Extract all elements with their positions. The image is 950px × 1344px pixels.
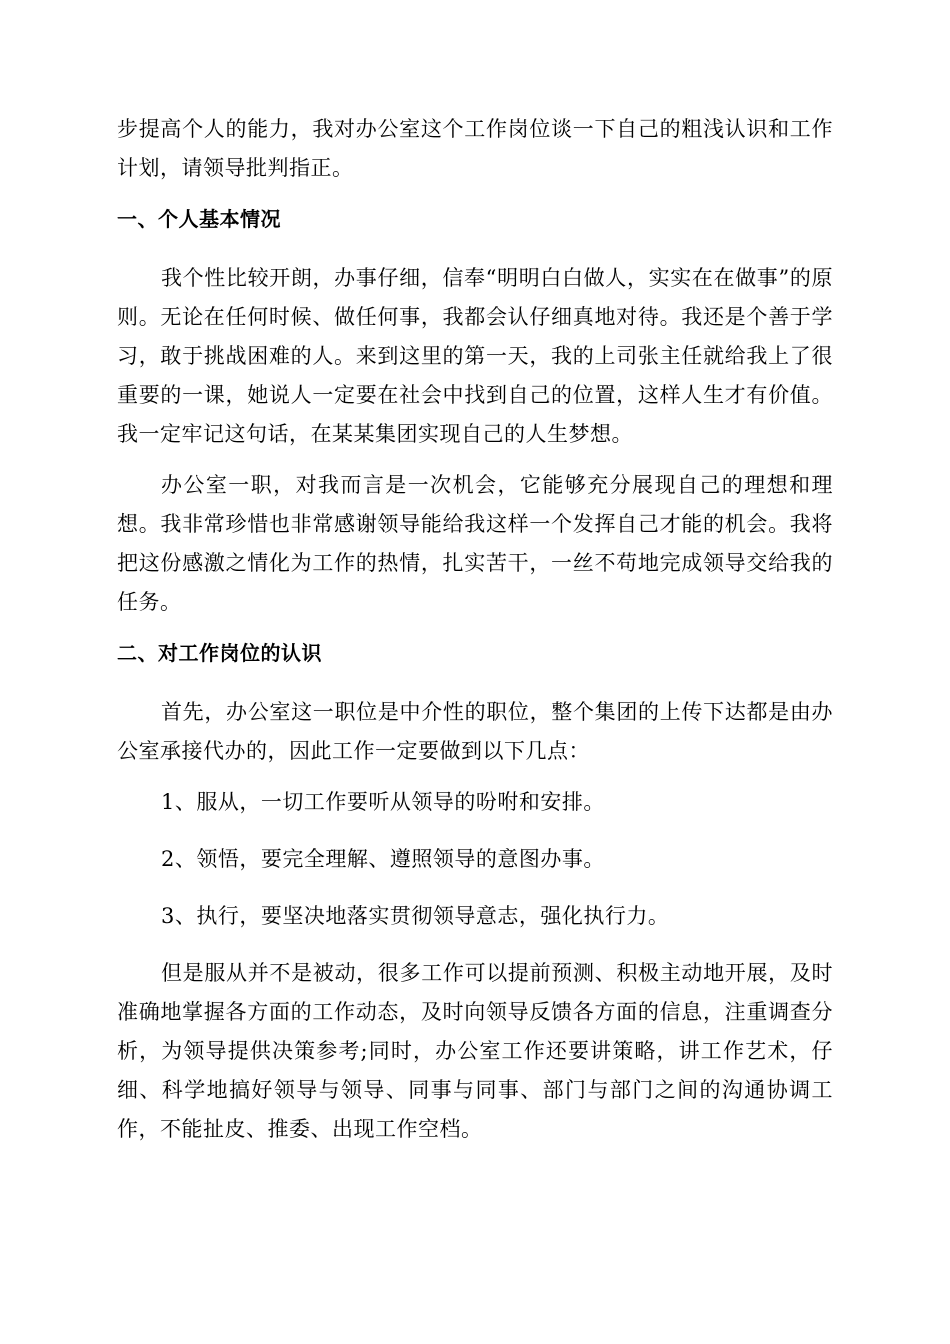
personal-info-paragraph-2: 办公室一职，对我而言是一次机会，它能够充分展现自己的理想和理想。我非常珍惜也非常感谢领导能给我这样一个发挥自己才能的机会。我将把这份感激之情化为工作的热情，扎实苦干，一丝不苟地完成领导交给我的任务。 [117, 473, 833, 614]
intro-paragraph: 步提高个人的能力，我对办公室这个工作岗位谈一下自己的粗浅认识和工作计划，请领导批判指正。 [117, 117, 833, 180]
document-body [117, 110, 833, 1161]
job-understanding-paragraph-1: 首先，办公室这一职位是中介性的职位，整个集团的上传下达都是由办公室承接代办的，因此工作一定要做到以下几点： [117, 700, 833, 763]
list-item-obey: 1、服从，一切工作要听从领导的吩咐和安排。 [161, 790, 605, 814]
job-understanding-paragraph-2: 但是服从并不是被动，很多工作可以提前预测、积极主动地开展，及时准确地掌握各方面的工作动态，及时向领导反馈各方面的信息，注重调查分析，为领导提供决策参考;同时，办公室工作还要讲策略，讲工作艺术，仔细、科学地搞好领导与领导、同事与同事、部门与部门之间的沟通协调工作，不能扯皮、推委、出现工作空档。 [117, 961, 833, 1141]
personal-info-paragraph-1: 我个性比较开朗，办事仔细，信奉“明明白白做人，实实在在做事”的原则。无论在任何时候、做任何事，我都会认仔细真地对待。我还是个善于学习，敢于挑战困难的人。来到这里的第一天，我的上司张主任就给我上了很重要的一课，她说人一定要在社会中找到自己的位置，这样人生才有价值。我一定牢记这句话，在某某集团实现自己的人生梦想。 [117, 266, 833, 446]
section-heading-personal-info: 一、个人基本情况 [117, 207, 281, 231]
list-item-execute: 3、执行，要坚决地落实贯彻领导意志，强化执行力。 [161, 904, 670, 928]
section-heading-job-understanding: 二、对工作岗位的认识 [117, 641, 322, 665]
list-item-comprehend: 2、领悟，要完全理解、遵照领导的意图办事。 [161, 847, 605, 871]
